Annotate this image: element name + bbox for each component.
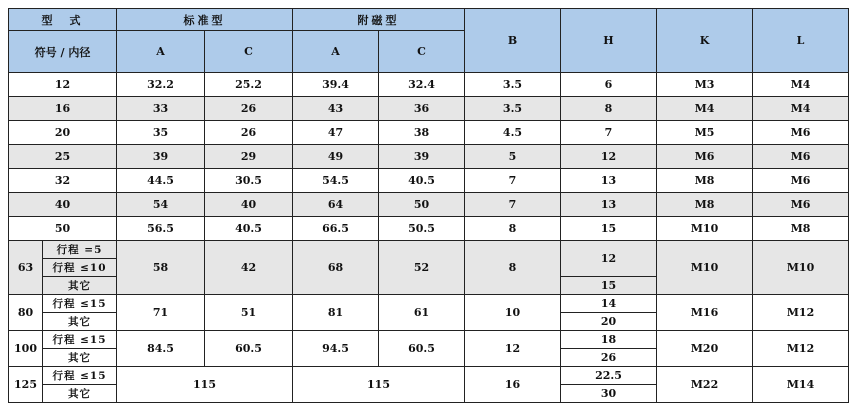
l-cell: M12 [753,295,849,331]
mag-col-a-header: A [293,31,379,73]
std-a-cell: 35 [117,121,205,145]
mag-c-cell: 61 [379,295,465,331]
std-c-cell: 30.5 [205,169,293,193]
l-cell: M8 [753,217,849,241]
type-label-header: 型 式 [9,9,117,31]
std-col-c-header: C [205,31,293,73]
k-cell: M16 [657,295,753,331]
b-cell: 5 [465,145,561,169]
std-a-cell: 32.2 [117,73,205,97]
h-cell: 7 [561,121,657,145]
bore-cell: 32 [9,169,117,193]
table-row [9,145,849,169]
std-c-cell: 42 [205,241,293,295]
bore-cell: 63 [9,241,43,295]
l-cell: M4 [753,73,849,97]
std-c-cell: 51 [205,295,293,331]
mag-c-cell: 60.5 [379,331,465,367]
l-cell: M12 [753,331,849,367]
h-cell: 15 [561,277,657,295]
b-cell: 7 [465,169,561,193]
b-cell: 4.5 [465,121,561,145]
table-row-125 [9,367,849,385]
mag-c-cell: 50.5 [379,217,465,241]
table-row-80 [9,295,849,313]
std-c-cell: 25.2 [205,73,293,97]
k-cell: M4 [657,97,753,121]
col-l-header: L [753,9,849,73]
mag-c-cell: 40.5 [379,169,465,193]
l-cell: M4 [753,97,849,121]
std-c-cell: 40 [205,193,293,217]
mag-a-cell: 64 [293,193,379,217]
std-merged-cell: 115 [117,367,293,403]
mag-merged-cell: 115 [293,367,465,403]
mag-col-c-header: C [379,31,465,73]
table-row-63 [9,241,849,259]
b-cell: 12 [465,331,561,367]
l-cell: M6 [753,169,849,193]
b-cell: 10 [465,295,561,331]
table-row [9,121,849,145]
h-cell: 12 [561,241,657,277]
table-row [9,73,849,97]
k-cell: M6 [657,145,753,169]
std-c-cell: 60.5 [205,331,293,367]
b-cell: 16 [465,367,561,403]
k-cell: M3 [657,73,753,97]
mag-c-cell: 50 [379,193,465,217]
h-cell: 6 [561,73,657,97]
stroke-sub-label: 行程 ≤15 [43,331,117,349]
mag-c-cell: 38 [379,121,465,145]
mag-a-cell: 47 [293,121,379,145]
h-cell: 14 [561,295,657,313]
std-c-cell: 29 [205,145,293,169]
l-cell: M6 [753,193,849,217]
standard-type-header: 标准型 [117,9,293,31]
l-cell: M10 [753,241,849,295]
bore-cell: 40 [9,193,117,217]
std-c-cell: 26 [205,121,293,145]
h-cell: 20 [561,313,657,331]
std-c-cell: 26 [205,97,293,121]
stroke-sub-label: 其它 [43,349,117,367]
h-cell: 15 [561,217,657,241]
mag-a-cell: 81 [293,295,379,331]
table-row [9,169,849,193]
h-cell: 30 [561,385,657,403]
std-a-cell: 84.5 [117,331,205,367]
bore-cell: 125 [9,367,43,403]
symbol-bore-header: 符号 / 内径 [9,31,117,73]
l-cell: M6 [753,145,849,169]
stroke-sub-label: 行程 ≤10 [43,259,117,277]
b-cell: 7 [465,193,561,217]
col-b-header: B [465,9,561,73]
mag-c-cell: 32.4 [379,73,465,97]
mag-a-cell: 49 [293,145,379,169]
h-cell: 8 [561,97,657,121]
bore-cell: 100 [9,331,43,367]
k-cell: M10 [657,241,753,295]
h-cell: 12 [561,145,657,169]
table-row [9,193,849,217]
std-a-cell: 39 [117,145,205,169]
h-cell: 13 [561,169,657,193]
k-cell: M20 [657,331,753,367]
stroke-sub-label: 其它 [43,277,117,295]
std-a-cell: 58 [117,241,205,295]
std-a-cell: 71 [117,295,205,331]
std-col-a-header: A [117,31,205,73]
stroke-sub-label: 其它 [43,313,117,331]
stroke-sub-label: 行程 =5 [43,241,117,259]
mag-c-cell: 52 [379,241,465,295]
magnetic-type-header: 附磁型 [293,9,465,31]
k-cell: M8 [657,169,753,193]
table-row-100 [9,331,849,349]
bore-cell: 50 [9,217,117,241]
k-cell: M8 [657,193,753,217]
h-cell: 18 [561,331,657,349]
b-cell: 3.5 [465,97,561,121]
mag-a-cell: 66.5 [293,217,379,241]
b-cell: 8 [465,241,561,295]
k-cell: M22 [657,367,753,403]
l-cell: M14 [753,367,849,403]
bore-cell: 25 [9,145,117,169]
h-cell: 22.5 [561,367,657,385]
table-row [9,217,849,241]
std-a-cell: 33 [117,97,205,121]
col-h-header: H [561,9,657,73]
k-cell: M5 [657,121,753,145]
stroke-sub-label: 其它 [43,385,117,403]
std-c-cell: 40.5 [205,217,293,241]
b-cell: 3.5 [465,73,561,97]
mag-a-cell: 54.5 [293,169,379,193]
mag-a-cell: 43 [293,97,379,121]
mag-c-cell: 39 [379,145,465,169]
col-k-header: K [657,9,753,73]
l-cell: M6 [753,121,849,145]
bore-cell: 80 [9,295,43,331]
stroke-sub-label: 行程 ≤15 [43,367,117,385]
bore-cell: 20 [9,121,117,145]
spec-table-wrapper [8,8,849,403]
bore-cell: 16 [9,97,117,121]
std-a-cell: 54 [117,193,205,217]
mag-c-cell: 36 [379,97,465,121]
std-a-cell: 44.5 [117,169,205,193]
b-cell: 8 [465,217,561,241]
mag-a-cell: 94.5 [293,331,379,367]
mag-a-cell: 68 [293,241,379,295]
dimension-table [8,8,849,403]
std-a-cell: 56.5 [117,217,205,241]
stroke-sub-label: 行程 ≤15 [43,295,117,313]
h-cell: 13 [561,193,657,217]
table-row [9,97,849,121]
mag-a-cell: 39.4 [293,73,379,97]
h-cell: 26 [561,349,657,367]
k-cell: M10 [657,217,753,241]
bore-cell: 12 [9,73,117,97]
